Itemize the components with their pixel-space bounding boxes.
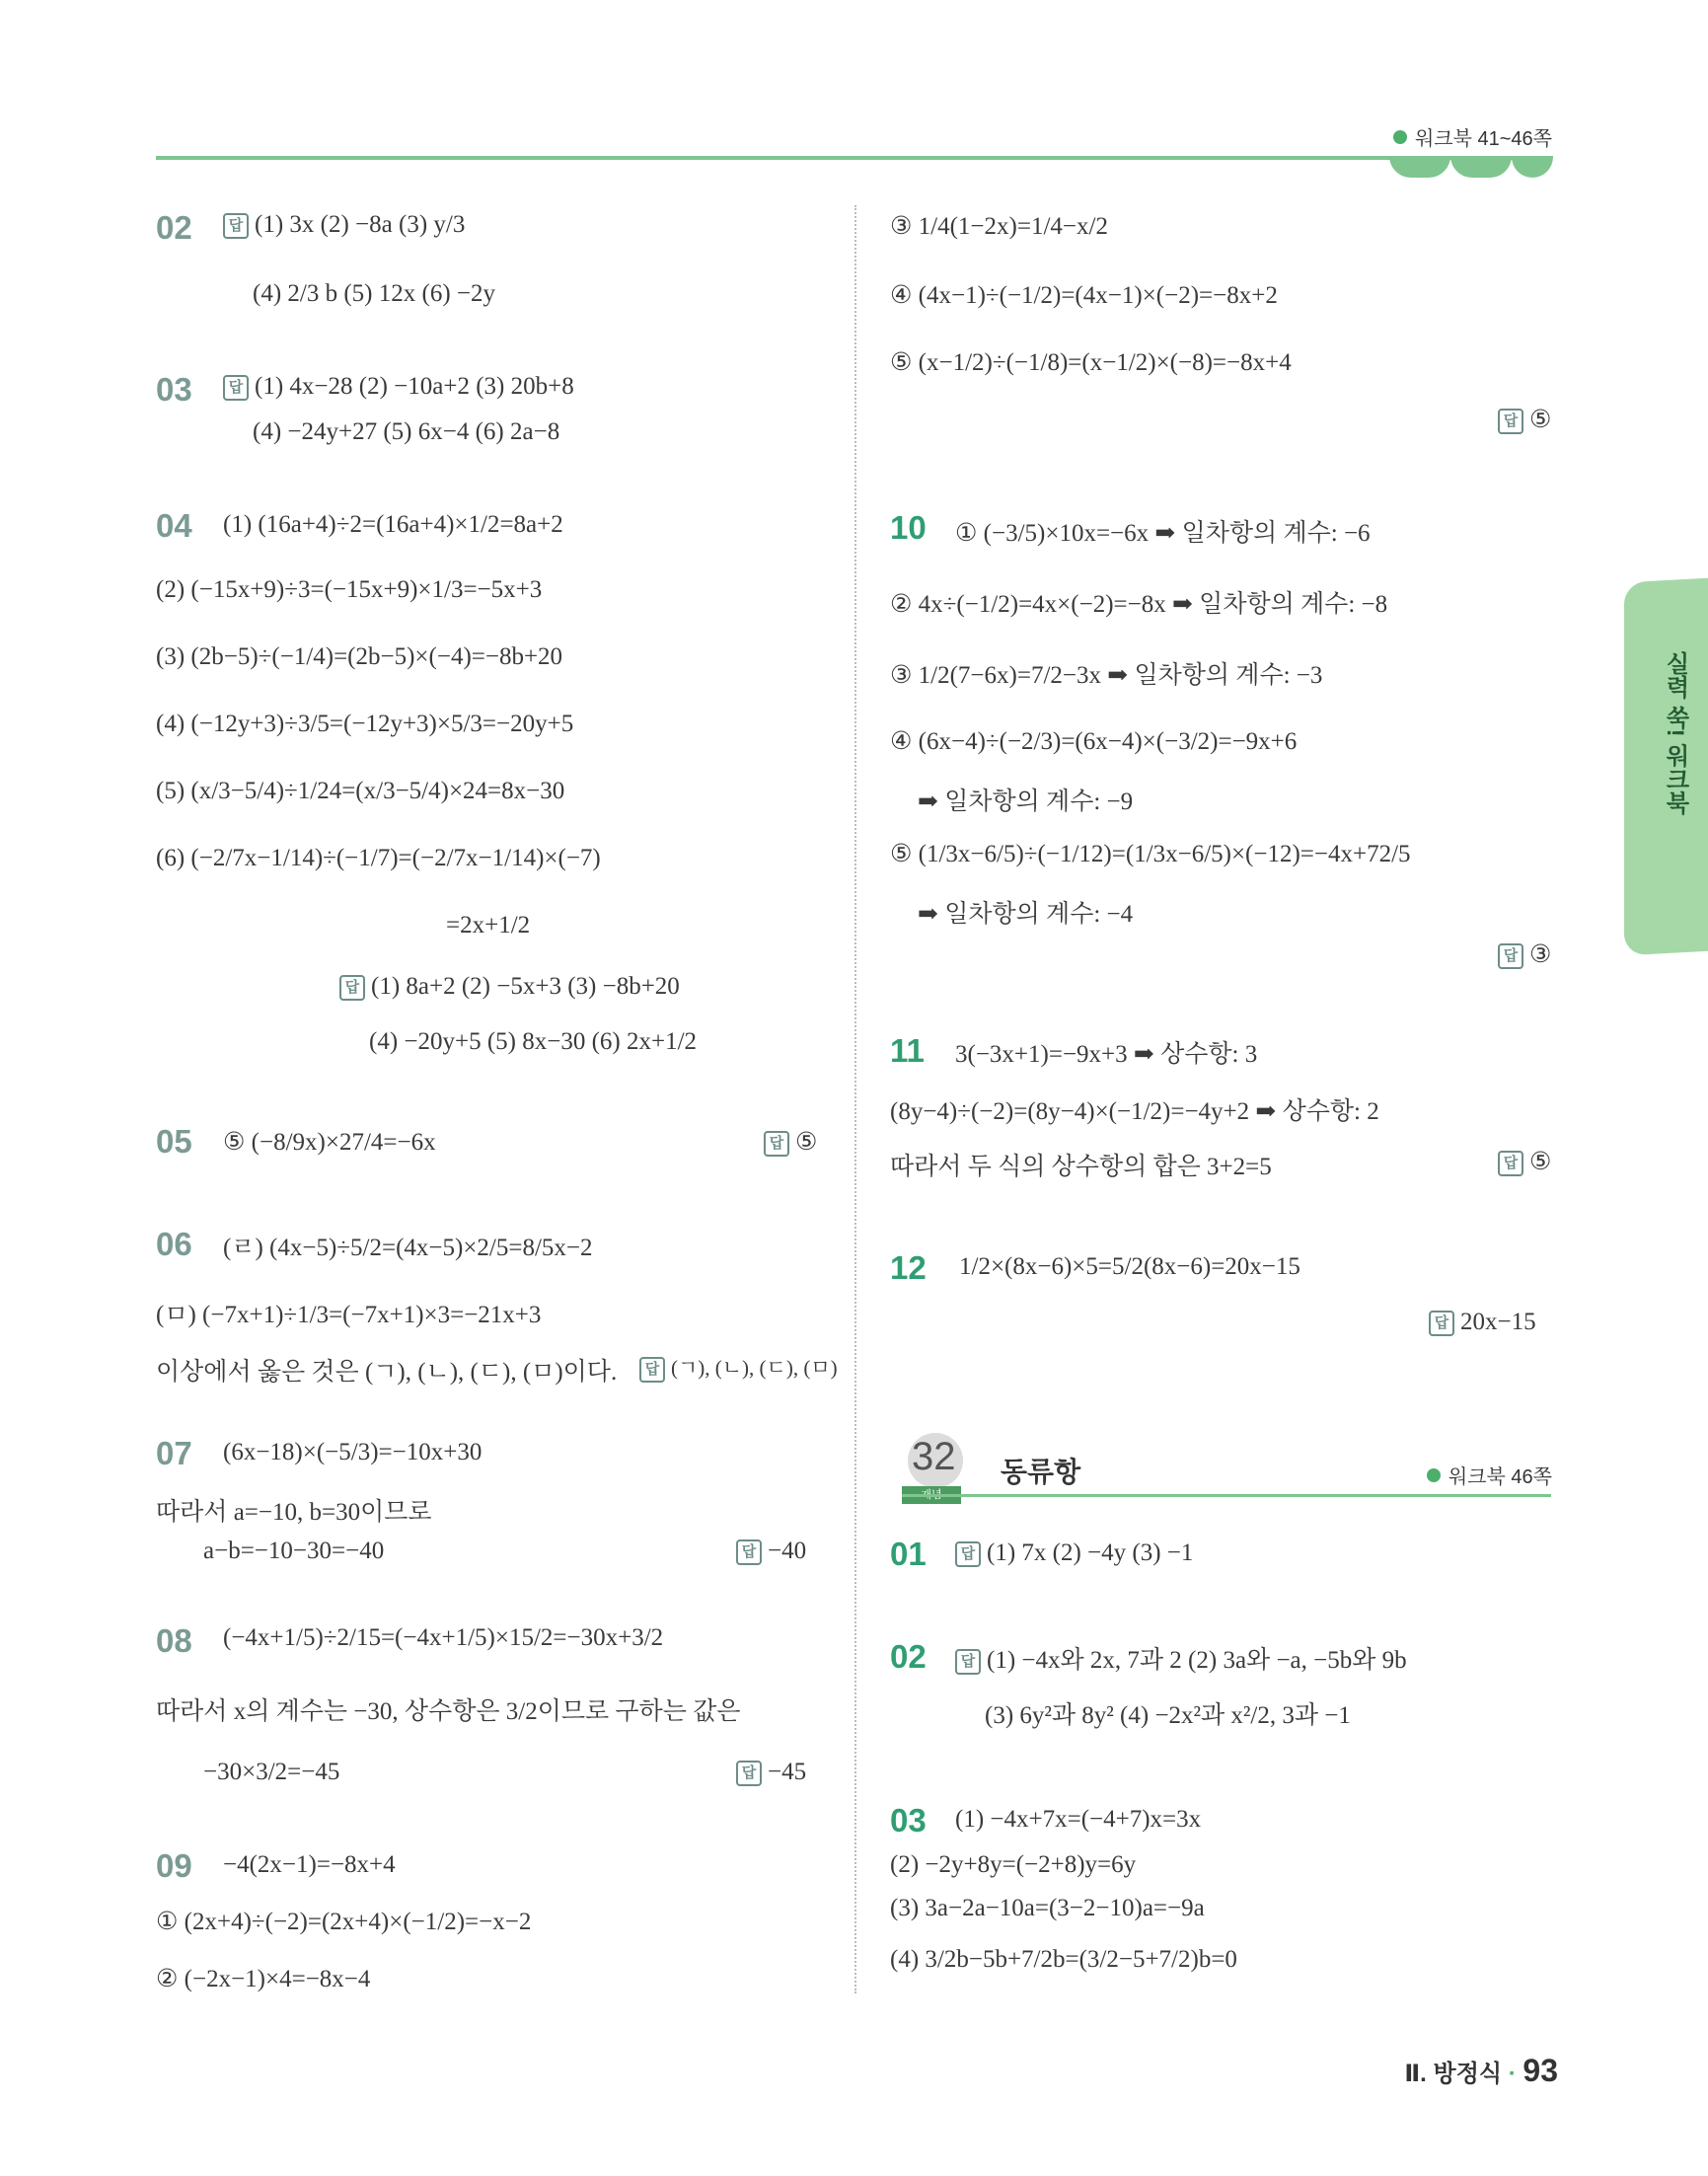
final-answer <box>639 1352 838 1383</box>
problem-number: 03 <box>890 1802 927 1838</box>
solution-line: (4) 3/2b−5b+7/2b=(3/2−5+7/2)b=0 <box>890 1946 1237 1973</box>
section-title: 동류항 <box>1001 1457 1081 1487</box>
solution-line: =2x+1/2 <box>446 912 531 938</box>
solution-line: 따라서 두 식의 상수항의 합은 3+2=5 <box>890 1154 1272 1180</box>
page-footer <box>1404 2053 1558 2089</box>
solution-line: 3(−3x+1)=−9x+3 ➡ 상수항: 3 <box>955 1041 1258 1068</box>
answer-line <box>223 211 465 239</box>
answer-text: ⑤ <box>1529 1149 1552 1175</box>
solution-line: ➡ 일차항의 계수: −9 <box>918 788 1134 815</box>
final-answer <box>736 1538 806 1565</box>
solution-line: ➡ 일차항의 계수: −4 <box>918 901 1134 928</box>
problem-number: 04 <box>156 507 192 544</box>
answer-icon: 답 <box>955 1541 981 1567</box>
final-answer <box>736 1759 806 1786</box>
answer-icon: 답 <box>764 1131 789 1157</box>
bullet-dot-icon <box>1427 1468 1441 1482</box>
solution-line: ⑤ (x−1/2)÷(−1/8)=(x−1/2)×(−8)=−8x+4 <box>890 349 1292 376</box>
solution-line: ⑤ (1/3x−6/5)÷(−1/12)=(1/3x−6/5)×(−12)=−4x+72/5 <box>890 841 1411 867</box>
answer-text: ⑤ <box>1529 407 1552 433</box>
solution-line: 1/2×(8x−6)×5=5/2(8x−6)=20x−15 <box>959 1253 1300 1280</box>
answer-line <box>955 1640 1407 1676</box>
answer-line: (3) 6y²과 8y² (4) −2x²과 x²/2, 3과 −1 <box>985 1702 1351 1729</box>
workbook-page-ref <box>1393 122 1552 151</box>
answer-icon: 답 <box>1429 1311 1454 1336</box>
problem-number: 12 <box>890 1249 927 1286</box>
final-answer <box>1429 1309 1536 1336</box>
solution-line: (1) −4x+7x=(−4+7)x=3x <box>955 1806 1202 1833</box>
solution-line: a−b=−10−30=−40 <box>203 1538 385 1564</box>
header-scallop-decoration <box>1512 156 1553 178</box>
answer-text: (1) −4x와 2x, 7과 2 (2) 3a와 −a, −5b와 9b <box>987 1647 1407 1674</box>
solution-line: (2) (−15x+9)÷3=(−15x+9)×1/3=−5x+3 <box>156 576 543 603</box>
final-answer <box>1498 939 1551 969</box>
solution-line: (3) 3a−2a−10a=(3−2−10)a=−9a <box>890 1895 1205 1921</box>
answer-icon: 답 <box>955 1649 981 1675</box>
answer-line <box>339 973 680 1001</box>
solution-line: ③ 1/4(1−2x)=1/4−x/2 <box>890 213 1108 240</box>
solution-line: ④ (6x−4)÷(−2/3)=(6x−4)×(−3/2)=−9x+6 <box>890 728 1298 755</box>
final-answer <box>1498 1147 1551 1176</box>
solution-line: (ㄹ) (4x−5)÷5/2=(4x−5)×2/5=8/5x−2 <box>223 1235 593 1261</box>
solution-line: (5) (x/3−5/4)÷1/24=(x/3−5/4)×24=8x−30 <box>156 778 565 804</box>
solution-line: ② (−2x−1)×4=−8x−4 <box>156 1966 371 1992</box>
column-divider <box>854 205 856 1993</box>
header-scallop-decoration <box>1450 156 1512 178</box>
solution-line: ⑤ (−8/9x)×27/4=−6x <box>223 1129 436 1156</box>
problem-number: 09 <box>156 1847 192 1884</box>
workbook-ref-label: 워크북 41~46쪽 <box>1414 128 1552 150</box>
final-answer <box>1498 405 1551 434</box>
problem-number: 10 <box>890 509 927 546</box>
section-ref-label: 워크북 46쪽 <box>1448 1466 1552 1488</box>
solution-line: (3) (2b−5)÷(−1/4)=(2b−5)×(−4)=−8b+20 <box>156 643 563 670</box>
solution-line: (6) (−2/7x−1/14)÷(−1/7)=(−2/7x−1/14)×(−7) <box>156 845 601 871</box>
page-number: 93 <box>1522 2053 1558 2088</box>
chapter-label: Ⅱ. 방정식 <box>1404 2061 1503 2087</box>
solution-line: (6x−18)×(−5/3)=−10x+30 <box>223 1439 483 1465</box>
answer-line: (4) 2/3 b (5) 12x (6) −2y <box>253 280 495 307</box>
side-tab-label: 실력 쑥! 워크북 <box>1662 651 1688 815</box>
answer-icon: 답 <box>736 1539 762 1565</box>
problem-number: 02 <box>890 1638 927 1675</box>
answer-text: 20x−15 <box>1460 1309 1536 1335</box>
solution-line: (2) −2y+8y=(−2+8)y=6y <box>890 1851 1137 1878</box>
answer-icon: 답 <box>1498 943 1523 969</box>
solution-line: 따라서 x의 계수는 −30, 상수항은 3/2이므로 구하는 값은 <box>156 1698 741 1725</box>
solution-line: (4) (−12y+3)÷3/5=(−12y+3)×5/3=−20y+5 <box>156 711 574 737</box>
footer-separator-dot: · <box>1508 2061 1517 2087</box>
solution-line: 따라서 a=−10, b=30이므로 <box>156 1499 432 1526</box>
answer-text: −45 <box>768 1759 807 1785</box>
header-rule <box>156 156 1552 160</box>
problem-number: 03 <box>156 371 192 408</box>
problem-number: 07 <box>156 1435 192 1471</box>
solution-line: ② 4x÷(−1/2)=4x×(−2)=−8x ➡ 일차항의 계수: −8 <box>890 591 1388 618</box>
final-answer <box>764 1127 817 1157</box>
answer-text: (1) 8a+2 (2) −5x+3 (3) −8b+20 <box>371 973 680 1000</box>
problem-number: 02 <box>156 209 192 246</box>
answer-icon: 답 <box>339 975 365 1001</box>
problem-number: 05 <box>156 1123 192 1160</box>
solution-line: (8y−4)÷(−2)=(8y−4)×(−1/2)=−4y+2 ➡ 상수항: 2 <box>890 1098 1379 1125</box>
answer-text: ③ <box>1529 941 1552 968</box>
answer-icon: 답 <box>1498 409 1523 434</box>
answer-text: (1) 3x (2) −8a (3) y/3 <box>255 211 466 238</box>
problem-number: 11 <box>890 1032 925 1069</box>
solution-line: (ㅁ) (−7x+1)÷1/3=(−7x+1)×3=−21x+3 <box>156 1302 542 1328</box>
problem-number: 01 <box>890 1536 927 1572</box>
answer-text: (1) 7x (2) −4y (3) −1 <box>987 1539 1194 1566</box>
solution-line: −30×3/2=−45 <box>203 1759 340 1785</box>
header-scallop-decoration <box>1389 156 1450 178</box>
problem-number: 06 <box>156 1226 192 1262</box>
solution-line: ① (2x+4)÷(−2)=(2x+4)×(−1/2)=−x−2 <box>156 1909 532 1935</box>
answer-icon: 답 <box>223 375 249 401</box>
answer-text: (ㄱ), (ㄴ), (ㄷ), (ㅁ) <box>671 1356 838 1380</box>
solution-line: (1) (16a+4)÷2=(16a+4)×1/2=8a+2 <box>223 511 563 538</box>
answer-line <box>955 1539 1193 1567</box>
solution-line: ③ 1/2(7−6x)=7/2−3x ➡ 일차항의 계수: −3 <box>890 662 1323 689</box>
section-workbook-ref <box>1427 1461 1552 1489</box>
section-number: 32 <box>912 1435 956 1478</box>
answer-icon: 답 <box>1498 1151 1523 1176</box>
answer-icon: 답 <box>223 213 249 239</box>
answer-line: (4) −20y+5 (5) 8x−30 (6) 2x+1/2 <box>369 1028 698 1055</box>
answer-icon: 답 <box>639 1357 665 1383</box>
answer-line: (4) −24y+27 (5) 6x−4 (6) 2a−8 <box>253 418 560 445</box>
solution-line: ① (−3/5)×10x=−6x ➡ 일차항의 계수: −6 <box>955 520 1371 547</box>
section-rule <box>902 1494 1551 1497</box>
answer-text: −40 <box>768 1538 807 1564</box>
bullet-dot-icon <box>1393 130 1407 144</box>
solution-line: (−4x+1/5)÷2/15=(−4x+1/5)×15/2=−30x+3/2 <box>223 1624 664 1651</box>
solution-line: −4(2x−1)=−8x+4 <box>223 1851 396 1878</box>
solution-line: 이상에서 옳은 것은 (ㄱ), (ㄴ), (ㄷ), (ㅁ)이다. <box>156 1359 618 1386</box>
answer-icon: 답 <box>736 1761 762 1786</box>
problem-number: 08 <box>156 1622 192 1659</box>
solution-line: ④ (4x−1)÷(−1/2)=(4x−1)×(−2)=−8x+2 <box>890 282 1278 309</box>
answer-text: (1) 4x−28 (2) −10a+2 (3) 20b+8 <box>255 373 574 400</box>
answer-line <box>223 373 574 401</box>
answer-text: ⑤ <box>795 1129 818 1156</box>
